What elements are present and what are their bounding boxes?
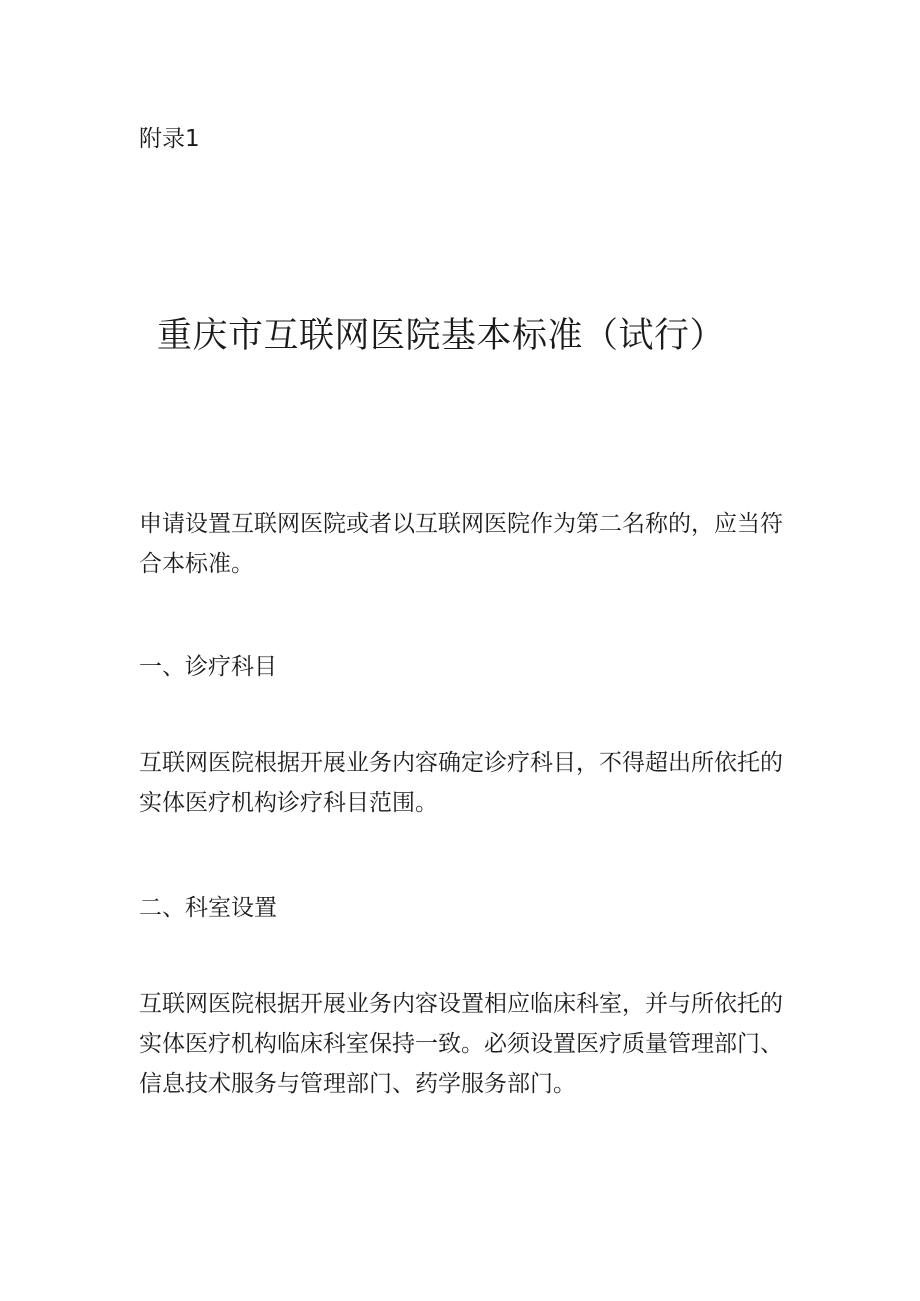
paragraph-line: 申请设置互联网医院或者以互联网医院作为第二名称的，应当符 — [139, 511, 783, 537]
section-heading-diagnosis-subjects: 一、诊疗科目 — [139, 654, 277, 680]
paragraph-line: 实体医疗机构临床科室保持一致。必须设置医疗质量管理部门、 — [139, 1031, 783, 1057]
section-heading-department-setup: 二、科室设置 — [139, 895, 277, 921]
paragraph-line: 信息技术服务与管理部门、药学服务部门。 — [139, 1071, 576, 1097]
paragraph-line: 合本标准。 — [139, 551, 254, 577]
section-paragraph-department-setup — [139, 984, 819, 1104]
paragraph-line: 实体医疗机构诊疗科目范围。 — [139, 790, 438, 816]
paragraph-line: 互联网医院根据开展业务内容确定诊疗科目，不得超出所依托的 — [139, 750, 783, 776]
document-title: 重庆市互联网医院基本标准（试行） — [157, 316, 726, 356]
appendix-label: 附录1 — [139, 126, 200, 152]
intro-paragraph — [139, 504, 819, 584]
section-paragraph-diagnosis-subjects — [139, 743, 819, 823]
paragraph-line: 互联网医院根据开展业务内容设置相应临床科室，并与所依托的 — [139, 991, 783, 1017]
